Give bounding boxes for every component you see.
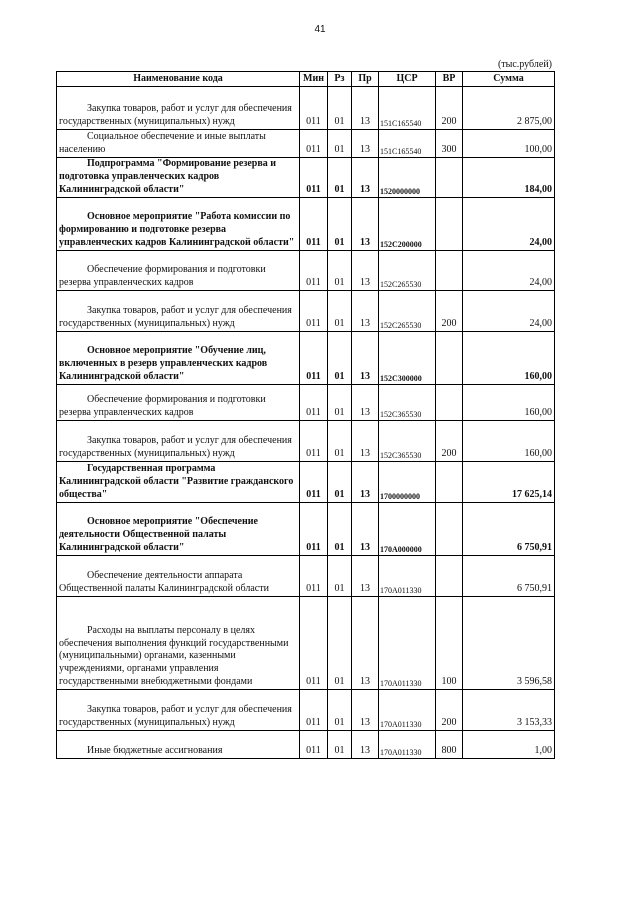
row-vr: 300 — [436, 129, 463, 157]
row-pr: 13 — [352, 555, 379, 596]
row-sum: 100,00 — [463, 129, 555, 157]
row-rz: 01 — [328, 730, 352, 758]
table-row — [57, 730, 555, 758]
row-min: 011 — [300, 384, 328, 420]
row-rz: 01 — [328, 129, 352, 157]
row-sum: 160,00 — [463, 420, 555, 461]
row-rz: 01 — [328, 331, 352, 384]
row-vr: 200 — [436, 86, 463, 129]
row-vr: 100 — [436, 596, 463, 689]
row-min: 011 — [300, 555, 328, 596]
row-csr: 152C365530 — [379, 384, 436, 420]
row-name: Социальное обеспечение и иные выплаты населению — [57, 129, 300, 157]
table-row — [57, 502, 555, 555]
table-row — [57, 250, 555, 290]
unit-note: (тыс.рублей) — [497, 59, 552, 70]
row-csr: 170А011330 — [379, 730, 436, 758]
row-rz: 01 — [328, 250, 352, 290]
row-rz: 01 — [328, 290, 352, 331]
row-csr: 170А000000 — [379, 502, 436, 555]
row-sum: 24,00 — [463, 250, 555, 290]
row-sum: 160,00 — [463, 331, 555, 384]
row-min: 011 — [300, 157, 328, 197]
row-sum: 17 625,14 — [463, 461, 555, 502]
row-sum: 3 596,58 — [463, 596, 555, 689]
row-vr: 800 — [436, 730, 463, 758]
row-name: Обеспечение формирования и подготовки резерва управленческих кадров — [57, 250, 300, 290]
row-name: Основное мероприятие "Обучение лиц, включенных в резерв управленческих кадров Калининградской области" — [57, 331, 300, 384]
row-min: 011 — [300, 596, 328, 689]
row-vr — [436, 384, 463, 420]
row-vr — [436, 197, 463, 250]
table-row — [57, 384, 555, 420]
row-name: Основное мероприятие "Обеспечение деятельности Общественной палаты Калининградской области" — [57, 502, 300, 555]
row-min: 011 — [300, 689, 328, 730]
row-sum: 24,00 — [463, 290, 555, 331]
row-csr: 151C165540 — [379, 86, 436, 129]
row-name: Государственная программа Калининградской области "Развитие гражданского общества" — [57, 461, 300, 502]
row-csr: 170А011330 — [379, 689, 436, 730]
row-name: Подпрограмма "Формирование резерва и подготовка управленческих кадров Калининградской области" — [57, 157, 300, 197]
row-sum: 3 153,33 — [463, 689, 555, 730]
col-header-min: Мин — [300, 72, 328, 87]
row-name: Основное мероприятие "Работа комиссии по формированию и подготовке резерва управленческих кадров Калининградской области" — [57, 197, 300, 250]
row-name: Закупка товаров, работ и услуг для обеспечения государственных (муниципальных) нужд — [57, 689, 300, 730]
row-min: 011 — [300, 502, 328, 555]
row-vr — [436, 157, 463, 197]
row-csr: 152C265530 — [379, 250, 436, 290]
table-body — [57, 86, 555, 758]
row-vr: 200 — [436, 420, 463, 461]
row-csr: 152C365530 — [379, 420, 436, 461]
row-pr: 13 — [352, 129, 379, 157]
row-sum: 6 750,91 — [463, 555, 555, 596]
table-row — [57, 157, 555, 197]
row-name: Закупка товаров, работ и услуг для обеспечения государственных (муниципальных) нужд — [57, 420, 300, 461]
row-rz: 01 — [328, 157, 352, 197]
row-pr: 13 — [352, 384, 379, 420]
table-row — [57, 197, 555, 250]
row-pr: 13 — [352, 157, 379, 197]
row-csr: 170А011330 — [379, 596, 436, 689]
row-min: 011 — [300, 420, 328, 461]
col-header-csr: ЦСР — [379, 72, 436, 87]
row-rz: 01 — [328, 689, 352, 730]
row-csr: 152C265530 — [379, 290, 436, 331]
row-vr — [436, 555, 463, 596]
row-pr: 13 — [352, 596, 379, 689]
row-csr: 152C300000 — [379, 331, 436, 384]
page-number: 41 — [314, 24, 326, 35]
row-sum: 2 875,00 — [463, 86, 555, 129]
col-header-rz: Рз — [328, 72, 352, 87]
row-min: 011 — [300, 461, 328, 502]
row-vr — [436, 461, 463, 502]
row-min: 011 — [300, 331, 328, 384]
row-csr: 170А011330 — [379, 555, 436, 596]
col-header-pr: Пр — [352, 72, 379, 87]
table-row — [57, 689, 555, 730]
table-row — [57, 461, 555, 502]
row-name: Иные бюджетные ассигнования — [57, 730, 300, 758]
row-csr: 151C165540 — [379, 129, 436, 157]
table-row — [57, 129, 555, 157]
col-header-sum: Сумма — [463, 72, 555, 87]
row-pr: 13 — [352, 250, 379, 290]
row-vr — [436, 502, 463, 555]
table-row — [57, 290, 555, 331]
table-row — [57, 86, 555, 129]
budget-table — [56, 71, 555, 759]
row-pr: 13 — [352, 86, 379, 129]
row-csr: 152C200000 — [379, 197, 436, 250]
row-sum: 24,00 — [463, 197, 555, 250]
row-rz: 01 — [328, 86, 352, 129]
row-rz: 01 — [328, 197, 352, 250]
row-pr: 13 — [352, 420, 379, 461]
row-min: 011 — [300, 250, 328, 290]
row-name: Обеспечение деятельности аппарата Общественной палаты Калининградской области — [57, 555, 300, 596]
row-min: 011 — [300, 129, 328, 157]
row-vr: 200 — [436, 290, 463, 331]
row-pr: 13 — [352, 197, 379, 250]
row-sum: 1,00 — [463, 730, 555, 758]
table-header-row — [57, 72, 555, 87]
row-rz: 01 — [328, 461, 352, 502]
row-sum: 184,00 — [463, 157, 555, 197]
row-name: Обеспечение формирования и подготовки резерва управленческих кадров — [57, 384, 300, 420]
row-sum: 6 750,91 — [463, 502, 555, 555]
row-vr: 200 — [436, 689, 463, 730]
row-rz: 01 — [328, 502, 352, 555]
col-header-name: Наименование кода — [57, 72, 300, 87]
table-row — [57, 555, 555, 596]
row-name: Закупка товаров, работ и услуг для обеспечения государственных (муниципальных) нужд — [57, 86, 300, 129]
table-row — [57, 596, 555, 689]
row-name: Закупка товаров, работ и услуг для обеспечения государственных (муниципальных) нужд — [57, 290, 300, 331]
row-pr: 13 — [352, 331, 379, 384]
row-min: 011 — [300, 197, 328, 250]
row-rz: 01 — [328, 555, 352, 596]
table-row — [57, 331, 555, 384]
row-sum: 160,00 — [463, 384, 555, 420]
row-rz: 01 — [328, 596, 352, 689]
row-min: 011 — [300, 86, 328, 129]
row-name: Расходы на выплаты персоналу в целях обеспечения выполнения функций государственными (муниципальными) органами, казенными учреждениями, органами управления государственными внебюджетными фондами — [57, 596, 300, 689]
row-min: 011 — [300, 730, 328, 758]
row-min: 011 — [300, 290, 328, 331]
row-vr — [436, 250, 463, 290]
row-rz: 01 — [328, 420, 352, 461]
row-vr — [436, 331, 463, 384]
row-pr: 13 — [352, 689, 379, 730]
row-csr: 1520000000 — [379, 157, 436, 197]
col-header-vr: ВР — [436, 72, 463, 87]
row-csr: 1700000000 — [379, 461, 436, 502]
row-rz: 01 — [328, 384, 352, 420]
row-pr: 13 — [352, 461, 379, 502]
row-pr: 13 — [352, 730, 379, 758]
row-pr: 13 — [352, 290, 379, 331]
table-row — [57, 420, 555, 461]
row-pr: 13 — [352, 502, 379, 555]
